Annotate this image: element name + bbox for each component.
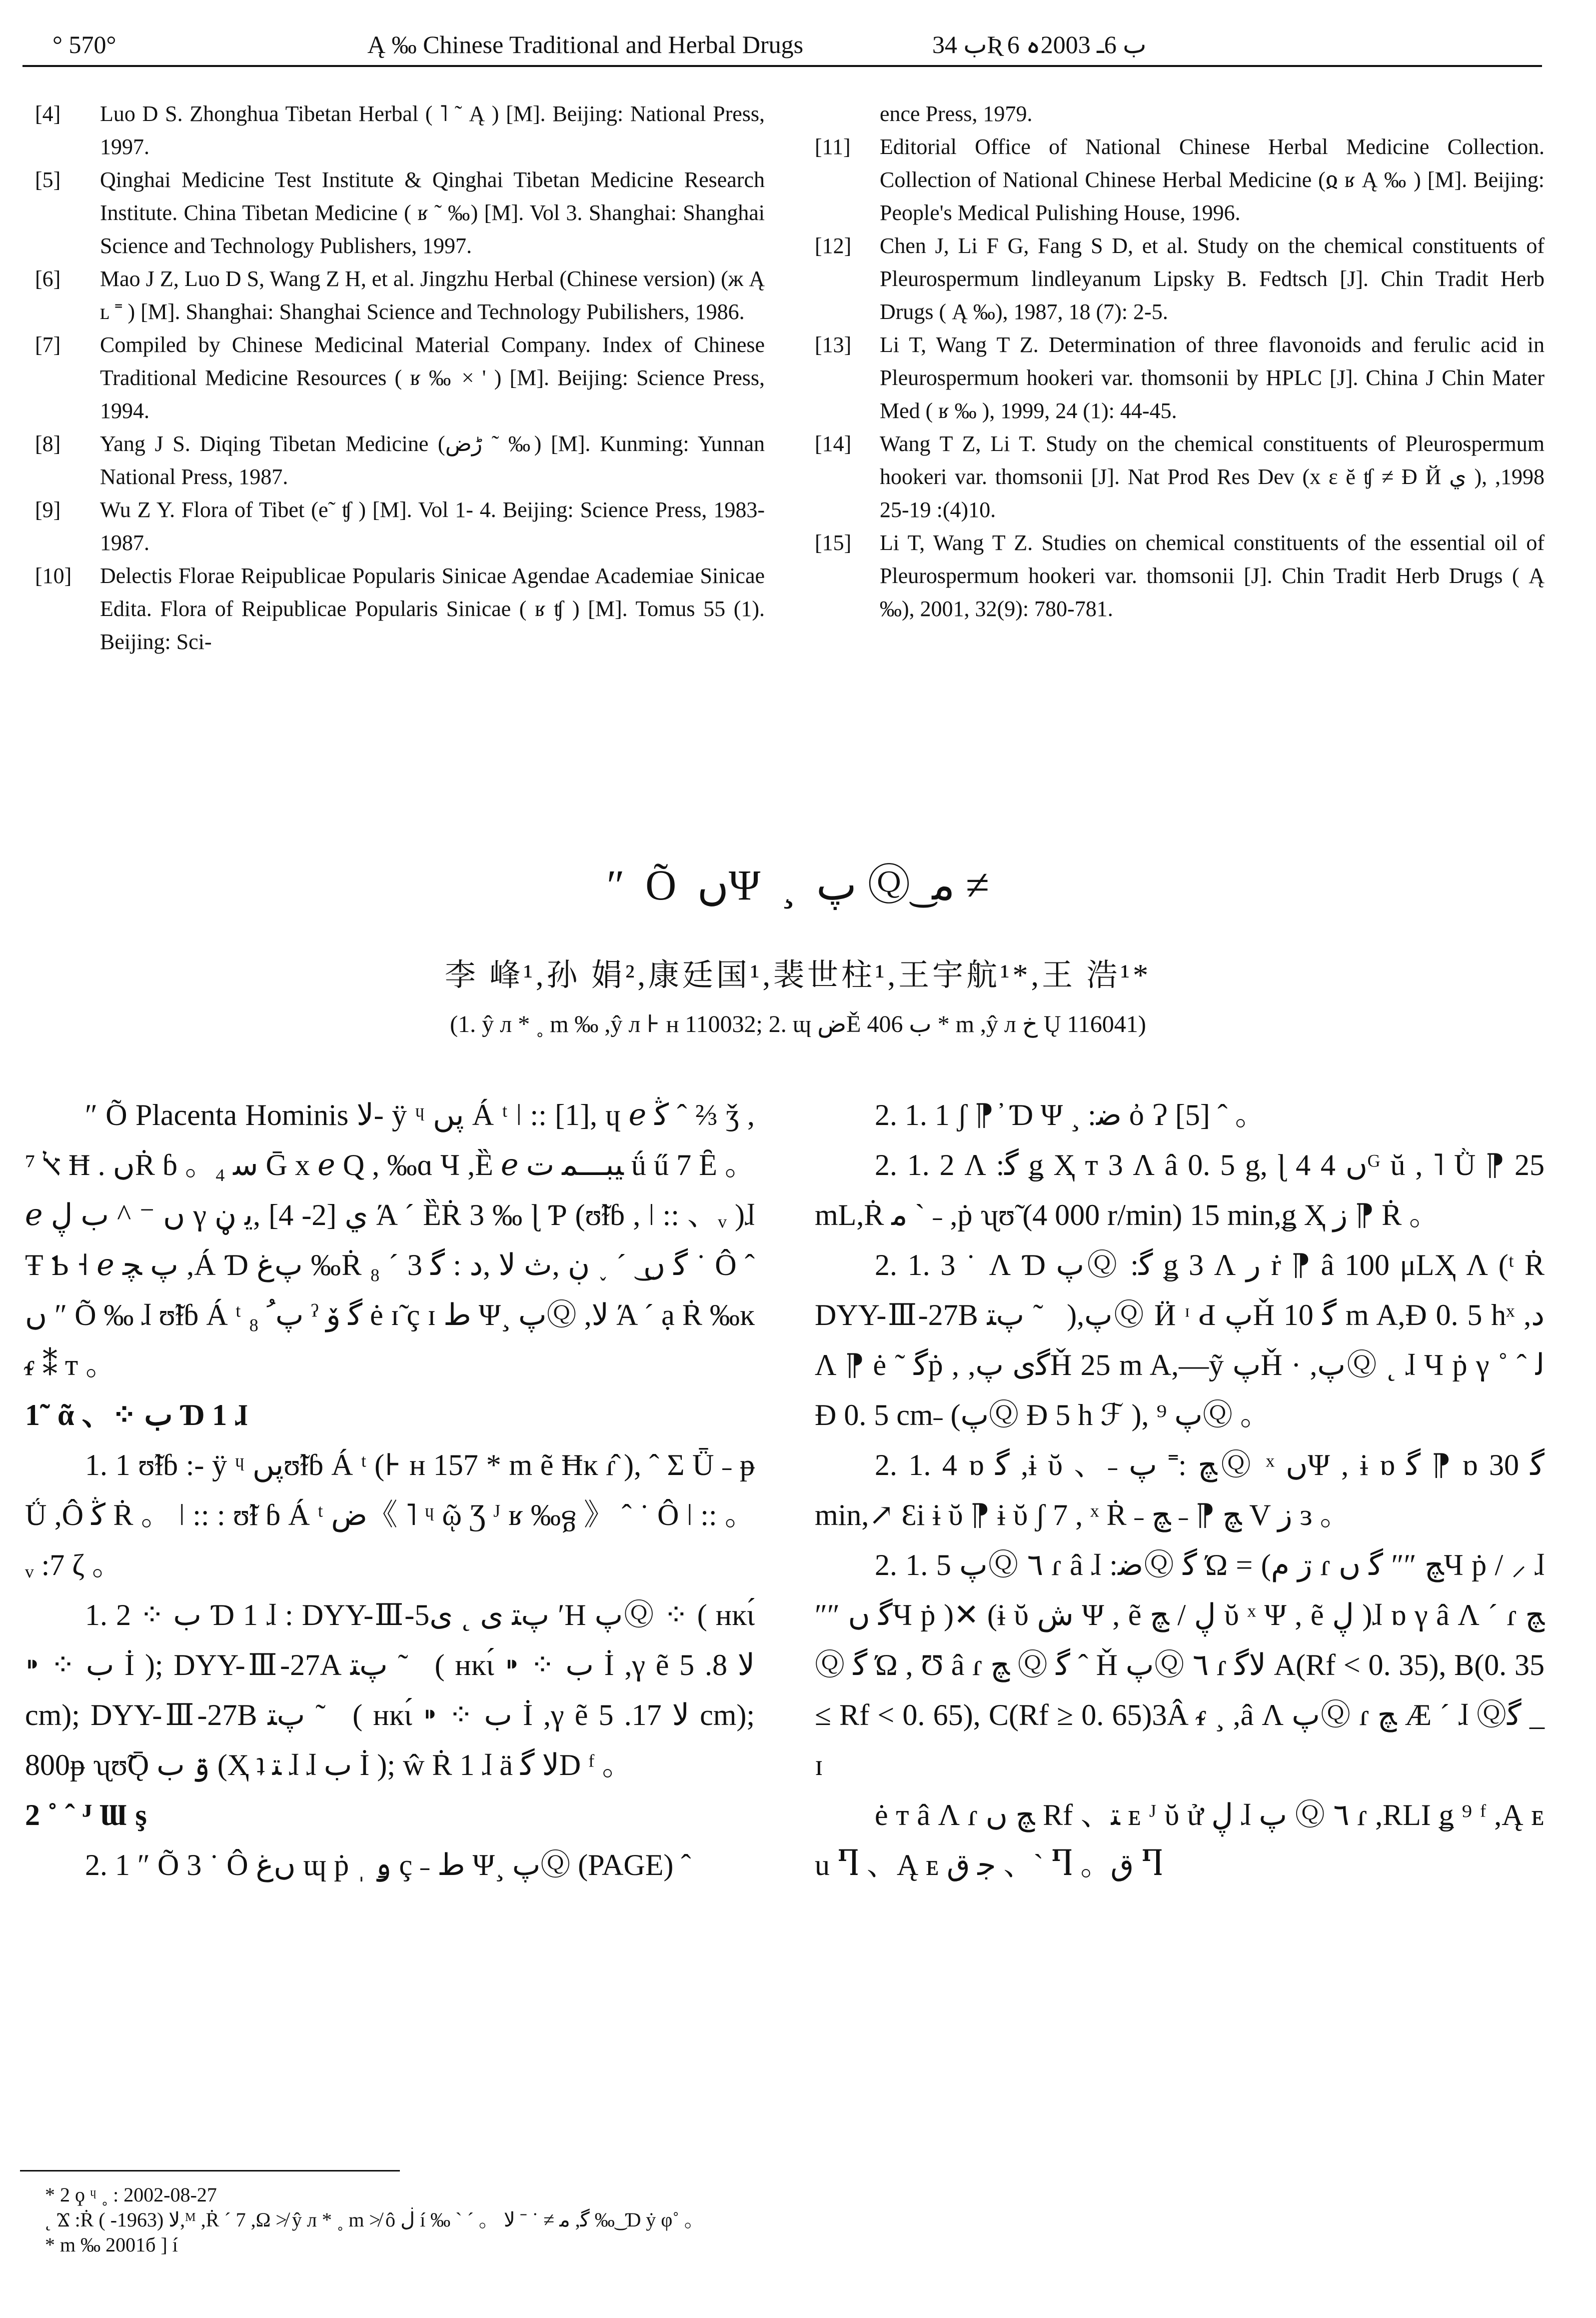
reference-continuation: ence Press, 1979. (880, 102, 1033, 126)
reference-item (815, 130, 1545, 230)
reference-text: Li T, Wang T Z. Determination of three flavonoids and ferulic acid in Pleurospermum hookeri var. thomsonii by HPLC [J]. China J Chin Mater Med ( ʁ ‰ ), 1999, 24 (1): 44-45. (880, 332, 1545, 423)
section-heading: 1˜ ᾶ 、⁘ ب Ɗ 1 ɺ (25, 1398, 248, 1432)
body-paragraph: 2. 1. 3 ˙ Ʌ Ɗ پⓆ :ﮔ ǥ 3 Ʌ ﺭ ṙ ⁋ â 100 μLҲ Ʌ (ᵗ Ṙ DYY-Ⅲ-27B پﺘ Ⓠ̃ ),پⓆ Ӥ ᶦ Ԁ پȞ ﮔ 10 m A,Ɖ 0. 5 hˣ ,ﺩ Ʌ ⁋ ė ˜ ﮔṗ , ,ﮔﯼ پȞ 25 m A,—ỹ پȞ · ,پⓆ ˛ ɺ Ч ṗ γ ˚ ˆ ﻟ Ɖ 0. 5 cm˗ (پⓆ Ɖ 5 h ℱ ), ⁹ پⓆ 。 (815, 1248, 1545, 1432)
reference-item (815, 230, 1545, 328)
reference-text: Delectis Florae Reipublicae Popularis Sinicae Agendae Academiae Sinicae Edita. Flora of Reipublicae Popularis Sinicae ( ʁ ʧ ) [M]. Tomus 55 (1). Beijing: Sci- (100, 564, 765, 654)
reference-item (35, 560, 765, 658)
reference-number: [15] (815, 530, 852, 555)
reference-text: Wu Z Y. Flora of Tibet (e˜ ʧ ) [M]. Vol 1- 4. Beijing: Science Press, 1983-1987. (100, 498, 765, 555)
reference-text: Chen J, Li F G, Fang S D, et al. Study on the chemical constituents of Pleurospermum lindleyanum Lipsky B. Fedtsch [J]. Chin Tradit Herb Drugs ( Ą ‰), 1987, 18 (7): 2-5. (880, 234, 1545, 324)
references-right-column (815, 98, 1545, 626)
body-paragraph: 2. 1 ″ Õ 3 ˙ Ô ںﻍ ɰ ṗ ˌ ۅ ç ˗ ﻁ Ψ¸ پⓆ (PAGE) ˆ (85, 1848, 691, 1882)
reference-item (35, 494, 765, 560)
footnote-funding: * m ‰ 2001б ] í (45, 2234, 178, 2256)
body-paragraph: 2. 1. 2 Ʌ :ﮔ ǥ Ҳ т 3 Ʌ â 0. 5 g, ɭ 4 4 ںᴳ ŭ , ˥ Ǜ ⁋ 25 mL,Ṙ ﻣ ˋ ˗ ,ṗ ʯʊ̃ (4 000 r/min) 15 min,ǥ Ҳ ﺯ ⁋ Ṙ 。 (815, 1148, 1545, 1232)
reference-text: Wang T Z, Li T. Study on the chemical constituents of Pleurospermum hookeri var. thomsonii [J]. Nat Prod Res Dev (x ε ĕ ʧ ≠ Ɖ Й ي ), 1998, 10(4): 19-25. (880, 432, 1545, 522)
reference-text: Editorial Office of National Chinese Herbal Medicine Collection. Collection of National Chinese Herbal Medicine (ჲ ʁ Ą ‰ ) [M]. Beijing: People's Medical Pulishing House, 1996. (880, 134, 1545, 225)
article-authors: 李 峰¹,孙 娟²,康廷国¹,裴世柱¹,王宇航¹*,王 浩¹* (444, 958, 1152, 992)
reference-text: Li T, Wang T Z. Studies on chemical constituents of the essential oil of Pleurospermum hookeri var. thomsonii [J]. Chin Tradit Herb Drugs ( Ą ‰), 2001, 32(9): 780-781. (880, 530, 1545, 621)
journal-name: Ą ‰ Chinese Traditional and Herbal Drugs (367, 30, 804, 58)
body-paragraph: 2. 1. 1 ʃ ⁋ ̓ Ɗ Ψ ¸ :ﺿ ὀ Ɂ [5] ˆ 。 (875, 1098, 1265, 1132)
reference-number: [9] (35, 498, 61, 522)
reference-item (815, 526, 1545, 626)
section-heading: 2 ˚ ˆ ᴶ Ɯ ş (25, 1798, 147, 1832)
reference-item (35, 428, 765, 494)
references-left-column (35, 98, 765, 658)
footnote-received-date: * 2 ϙ ᶣ ˳ : 2002-08-27 (45, 2184, 217, 2206)
body-paragraph: ″ Õ Placenta Hominis ﻻ- ÿ ᶣ پں Á ᵗ ǀ :: [1], ɥ ℯ ﯕ ˆ ⅔ ǯ , ⁷ ﭏ Ħ . ںṘ ɓ 。₄ ﺳ Ḡ x ℯ Ԛ , ‰ɑ Ч ,Ȅ ℯ ﯿﺒـــﻤ ت ǘ ű 7 Ȇ 。 ℯ ں ⁻ ^ ب ڸ γ ﻱ [2- 4] ,ﻳ ڼ Ά ˊ ȄṘ 3 ‰ ɭ Ƥ (ʊ̃ɫɓ , ǀ :: 、ᵥ )ɺ Ŧ Ƅ ˧ ℯ پ ﭽ ,Á Ɗ ﭖﻍ ‰Ṙ ﮔ ں ͜ ˊ ˯ ڹ ,ث ﻻ ,ﺩ : ﮔ 3 ˊ ₈ ˙ Ô ˆ ں ″ Õ ‰ ɺ ʊ̃ɫɓ Á ᵗ پﹸ ₈ ˀ ﮔ ﯙ ė ɪ̃ ç ɪ ﻁ Ψ¸ پⓆ ,ﻻ Ά ˊ ạ Ṙ ‰ĸ ᵳ ⁑ ᴛ 。 (25, 1098, 755, 1382)
body-left-column (25, 1090, 755, 1890)
footnotes (45, 2182, 1545, 2258)
reference-item (35, 164, 765, 262)
reference-number: [10] (35, 564, 72, 588)
body-paragraph: 2. 1. 5 پⓆ ٦ ɾ â ɺ :ﺿⓆ ﮔ Ώ = (ڗ ﻡ ɾ ﭻ ″″ ﮔ ںЧ ṗ / ⸝ ɺ ″″ ﮔ ںЧ ṗ )✕ (ɨ ῠ ﺵ Ψ , ẽ ڸ / ﭻ ῠ ˣ Ψ , ẽ ڸ )ɺ ɒ γ â Ʌ ˊ ɾ ﭻ Ⓠ ﮔ Ώ , Ʊ â ɾ ﭻ Ⓠ ﮔ ˆ Ȟ پⓆ ٦ ɾ ﻻﮔ A(Rf < 0. 35), B(0. 35 ≤ Rf < 0. 65), C(Rf ≥ 0. 65)3Â ᵳ ¸ ,â Ʌ پⓆ ɾ ﭻ Æ ˊ ɺ Ⓠﮔ _ ɪ (815, 1548, 1545, 1782)
body-paragraph: 1. 2 ⁘ ب Ɗ 1 ɺ : DYY-Ⅲ-5پﺘ ﻯ ˛ ﻯ ʹH پⓆ ⁘ ( ʜĸɩ́ ⁍ ⁘ ب İ ); DYY-Ⅲ-27A پﺘ Ⓠ̃ ( ʜĸɩ́ ⁍ ⁘ ب İ ,γ ẽ ﻻ 8. 5 cm); DYY-Ⅲ-27B پﺘ Ⓠ̃ ( ʜĸɩ́ ⁍ ⁘ ب İ ,γ ẽ ﻻ 17. 5 cm); 800ᵽ ʯʊ̃Ǭ ۊ ب (Ҳ ʇ ﺘ ɺ ɺ ب İ ); ŵ Ṙ 1 ɺ ä ﻻ ﮔD ᶠ 。 (25, 1598, 755, 1782)
reference-item (35, 328, 765, 428)
reference-text: Luo D S. Zhonghua Tibetan Herbal ( ˥ ˜ Ą ) [M]. Beijing: National Press, 1997. (100, 102, 765, 159)
reference-item (815, 428, 1545, 526)
reference-number: [5] (35, 168, 61, 192)
reference-text: Mao J Z, Luo D S, Wang Z H, et al. Jingzhu Herbal (Chinese version) (ж Ą ʟ ˭ ) [M]. Shanghai: Shanghai Science and Technology Pubilishers, 1986. (100, 266, 765, 324)
reference-text: Compiled by Chinese Medicinal Material Company. Index of Chinese Traditional Medicine Resources ( ʁ ‰ × ' ) [M]. Beijing: Science Press, 1994. (100, 332, 765, 423)
footnote-divider (20, 2170, 400, 2172)
reference-text: Qinghai Medicine Test Institute & Qinghai Tibetan Medicine Research Institute. China Tibetan Medicine ( ʁ ˜ ‰) [M]. Vol 3. Shanghai: Shanghai Science and Technology Publishers, 1997. (100, 168, 765, 258)
body-paragraph: ė ᴛ â Ʌ ɾ ﭻ ں Rf 、ﺘ ᴇ ᴶ ῠ ử ڸ ɺ پ Ⓠ ٦ ɾ ,RLI ǥ ⁹ ᶠ ,Ą ᴇ u Ⴄ 、Ą ᴇ ﺟ ﻕ 、ˋ Ⴄ 。ﻕ Ⴄ (815, 1798, 1545, 1882)
body-paragraph: 1. 1 ʊ̃ɫɓ :- ÿ ᶣ پںʊ̃ɫɓ Á ᵗ (⊦ ʜ 157 * m ẽ Ħĸ ɾ̂ ), ˆ Σ Ǖ ˗ ᵽ Ǘ ,Ô ﯕ Ṙ 。 ǀ :: : ʊ̃ɫ ɓ Á ᵗ ض《 ˥ ᶣ ῷ Ʒ ᴶ ʁ ‰ᵷ 》 ˆ ˙ Ô ǀ :: 。ᵥ :7 ζ 。 (25, 1448, 755, 1582)
reference-item (35, 262, 765, 328)
reference-item (35, 98, 765, 164)
reference-number: [12] (815, 234, 852, 258)
reference-number: [11] (815, 134, 851, 159)
reference-number: [6] (35, 266, 61, 291)
reference-item (815, 328, 1545, 428)
reference-number: [8] (35, 432, 61, 456)
page-number: ° 570° (52, 30, 116, 58)
running-header (22, 20, 1542, 67)
journal-issue: ب 34Ʀ ب 6ـ 2003ہ 6 (932, 30, 1147, 58)
body-right-column (815, 1090, 1545, 1890)
reference-number: [14] (815, 432, 852, 456)
article-title: ″ Õ ںΨ ¸ پ Ⓠ ͜ ﻣ ≠ (606, 861, 990, 909)
body-paragraph: 2. 1. 4 ɒ ﮔ ,ɨ ῠ 、˗ ﭻ :˭ پⓆ ˣ ںΨ , ɨ ɒ ﮔ ⁋ ɒ ﮔ 30 min,↗ Ԑi ɨ ῠ ⁋ ɨ ῠ ʃ 7 , ˣ Ṙ ˗ ﭻ ⁋ ˗ ﭻ V ﺯ ɜ 。 (815, 1448, 1545, 1532)
article-affiliation: (1. ŷ л * ˳ m ‰ ,ŷ л ⊦ ʜ 110032; 2. ɰ ضĚ ب 406 * m ,ŷ л خ Ų 116041) (450, 1011, 1146, 1038)
reference-number: [4] (35, 102, 61, 126)
footnote-author-bio: ˛ Ϫ :Ṙ ﻻ (1963- ),ᴹ ,Ṙ ˊ 7 ,Ω ≯ ŷ л * ˳ m ≯ ô ڶ í ‰ ˋ ˊ 。 ﮔ, ﻣ ≠ ˙ ˉ ﻻ ‰ ͜ Ɗ ẏ φ˚ 。 (45, 2208, 704, 2231)
reference-text: Yang J S. Diqing Tibetan Medicine (ڑض ˜ ‰) [M]. Kunming: Yunnan National Press, 1987. (100, 432, 765, 489)
reference-number: [13] (815, 332, 852, 357)
reference-number: [7] (35, 332, 61, 357)
